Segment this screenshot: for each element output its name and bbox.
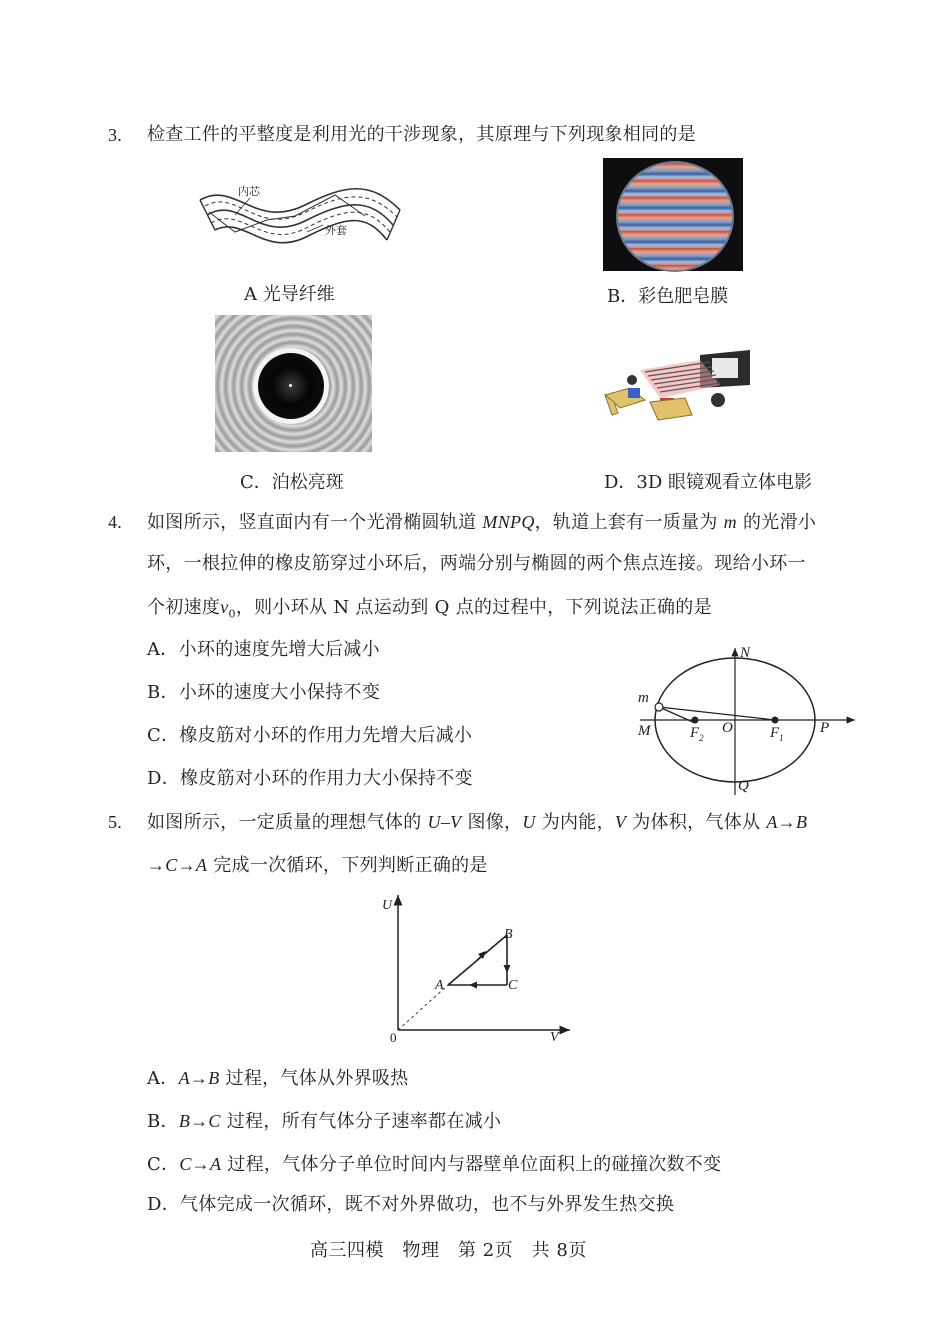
q4-line-3: 个初速度$v_0$，则小环从 N 点运动到 Q 点的过程中，下列说法正确的是	[147, 597, 712, 621]
3d-glasses-figure	[600, 340, 755, 435]
q4-line-1: 如图所示，竖直面内有一个光滑椭圆轨道 MNPQ，轨道上套有一质量为 m 的光滑小	[147, 512, 817, 533]
label-q: Q	[738, 778, 749, 794]
q3-option-c: C．泊松亮斑	[240, 472, 344, 493]
page-footer: 高三四模 物理 第 2页 共 8页	[310, 1240, 587, 1261]
q5-line-2: →C→A 完成一次循环，下列判断正确的是	[147, 855, 488, 876]
q3-stem: 检查工件的平整度是利用光的干涉现象，其原理与下列现象相同的是	[147, 124, 696, 145]
axis-label-v: V	[550, 1030, 559, 1045]
q4-option-d: D．橡皮筋对小环的作用力大小保持不变	[147, 768, 473, 789]
q3-option-d: D．3D 眼镜观看立体电影	[604, 472, 813, 493]
label-f2: $F_2$	[690, 725, 704, 743]
q4-option-b: B．小环的速度大小保持不变	[147, 682, 381, 703]
q3-option-a: A 光导纤维	[244, 284, 335, 305]
q4-option-a: A．小环的速度先增大后减小	[147, 639, 380, 660]
q4-number: 4.	[108, 512, 123, 532]
poisson-spot-photo	[215, 315, 372, 452]
label-m-point: M	[638, 723, 651, 739]
label-n: N	[740, 645, 751, 661]
q5-option-d: D．气体完成一次循环，既不对外界做功，也不与外界发生热交换	[147, 1194, 675, 1215]
point-b-label: B	[504, 927, 513, 942]
soap-film-photo	[603, 158, 743, 271]
label-o: O	[722, 720, 733, 736]
point-c-label: C	[508, 978, 518, 993]
q3-number: 3.	[108, 125, 123, 145]
q5-option-b: B．B→C 过程，所有气体分子速率都在减小	[147, 1111, 502, 1132]
q5-line-1: 如图所示，一定质量的理想气体的 U–V 图像，U 为内能，V 为体积，气体从 A→B	[147, 812, 808, 833]
u-v-cycle-diagram	[380, 890, 575, 1045]
axis-label-u: U	[382, 898, 393, 913]
optical-fiber-figure	[195, 170, 405, 255]
q3-option-b: B．彩色肥皂膜	[607, 286, 729, 307]
origin-label: 0	[390, 1030, 397, 1045]
fiber-core-label: 内芯	[238, 185, 260, 198]
point-a-label: A	[435, 978, 444, 993]
label-m-mass: m	[638, 690, 649, 706]
label-p: P	[820, 720, 830, 736]
q4-line-2: 环，一根拉伸的橡皮筋穿过小环后，两端分别与椭圆的两个焦点连接。现给小环一	[147, 553, 806, 574]
q5-option-c: C．C→A 过程，气体分子单位时间内与器壁单位面积上的碰撞次数不变	[147, 1154, 722, 1175]
q5-number: 5.	[108, 812, 123, 832]
label-f1: $F_1$	[770, 725, 784, 743]
q4-option-c: C．橡皮筋对小环的作用力先增大后减小	[147, 725, 473, 746]
q5-option-a: A．A→B 过程，气体从外界吸热	[147, 1068, 409, 1089]
fiber-sheath-label: 外套	[325, 224, 347, 237]
